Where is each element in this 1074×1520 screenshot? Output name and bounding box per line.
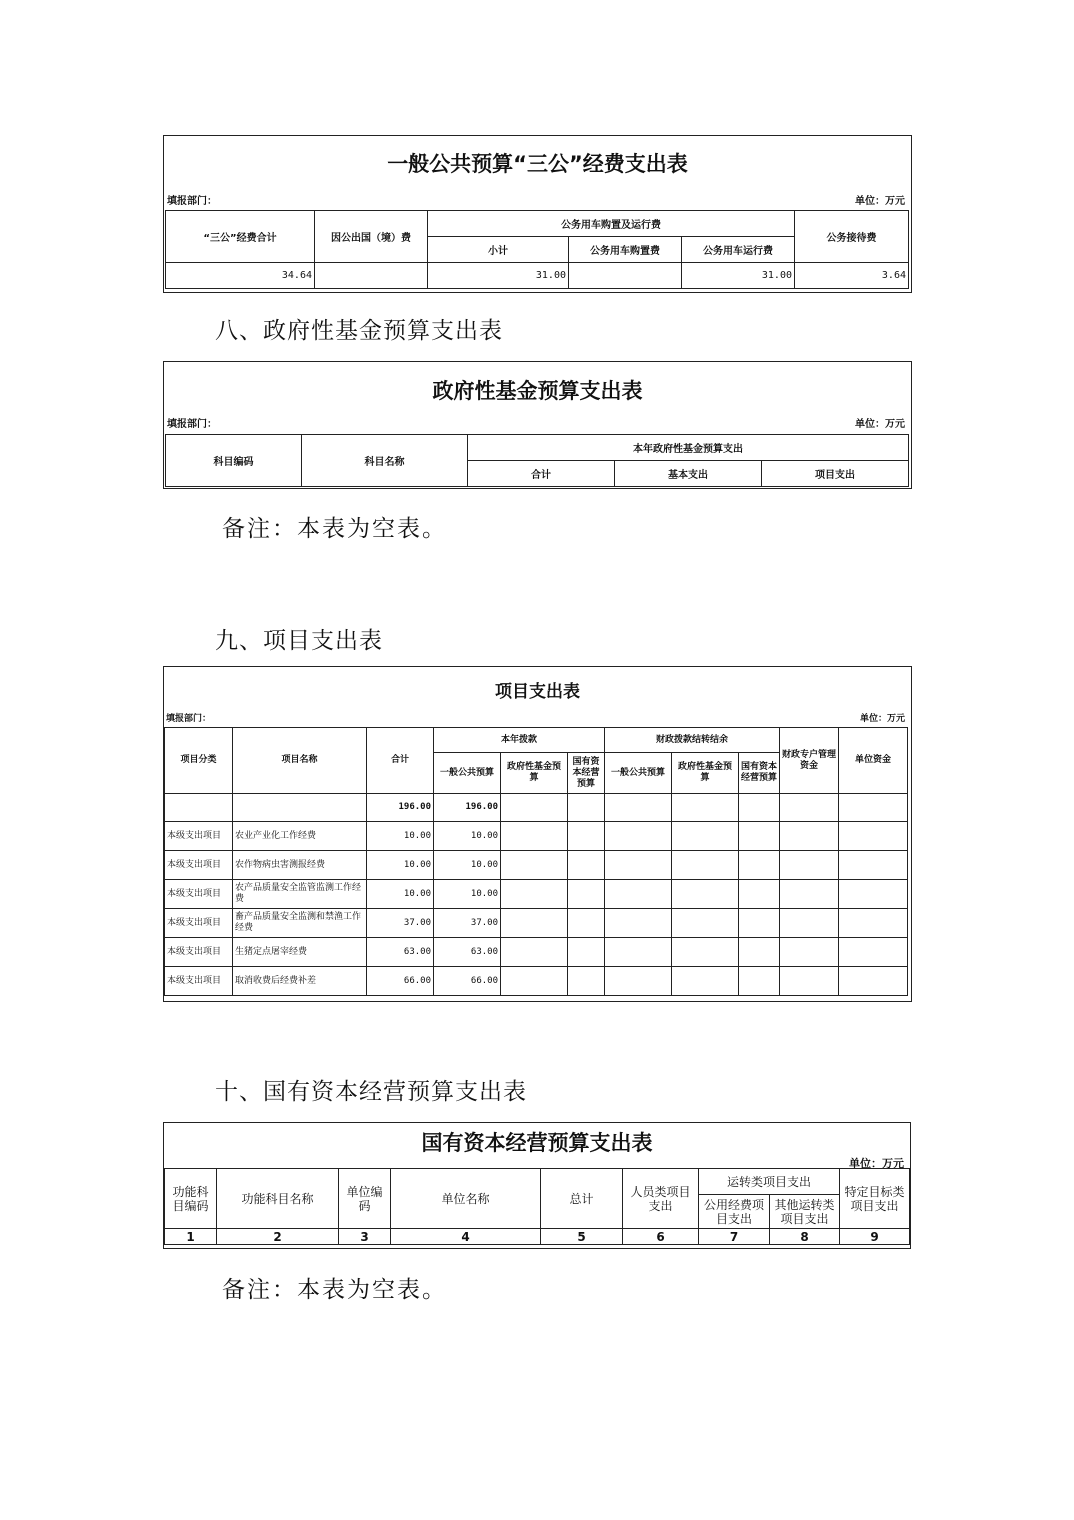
sangong-dept-label: 填报部门： <box>167 196 217 207</box>
header-subject-code: 科目编码 <box>166 435 302 487</box>
row-name: 取消收费后经费补差 <box>233 967 367 996</box>
header-general-budget: 一般公共预算 <box>434 753 501 794</box>
gov-fund-unit-label: 单位：万元 <box>855 419 905 430</box>
sangong-table <box>165 210 909 289</box>
header-carryover: 财政拨款结转结余 <box>605 728 780 753</box>
table-row <box>165 909 908 938</box>
row-category: 本级支出项目 <box>165 967 233 996</box>
state-capital-table <box>164 1168 910 1245</box>
row-category: 本级支出项目 <box>165 880 233 909</box>
row-name: 农业产业化工作经费 <box>233 822 367 851</box>
section-8-heading: 八、政府性基金预算支出表 <box>215 318 503 344</box>
table-row <box>165 967 908 996</box>
summary-total: 196.00 <box>367 794 434 822</box>
sangong-unit-label: 单位：万元 <box>855 196 905 207</box>
row-total: 63.00 <box>367 938 434 967</box>
row-category: 本级支出项目 <box>165 822 233 851</box>
value-purchase <box>569 263 682 289</box>
index-cell: 7 <box>699 1229 770 1245</box>
row-total: 37.00 <box>367 909 434 938</box>
project-table-title: 项目支出表 <box>495 682 580 702</box>
table-row-index <box>165 1229 910 1245</box>
header-project-total: 合计 <box>367 728 434 794</box>
row-category: 本级支出项目 <box>165 938 233 967</box>
state-capital-table-title: 国有资本经营预算支出表 <box>421 1131 653 1155</box>
header-abroad: 因公出国（境）费 <box>315 211 428 263</box>
row-category: 本级支出项目 <box>165 909 233 938</box>
state-capital-unit-label: 单位：万元 <box>849 1157 904 1170</box>
header-other-transfer: 其他运转类项目支出 <box>770 1195 840 1229</box>
row-total: 10.00 <box>367 851 434 880</box>
index-cell: 5 <box>541 1229 623 1245</box>
row-category: 本级支出项目 <box>165 851 233 880</box>
gov-fund-table-title: 政府性基金预算支出表 <box>432 379 643 403</box>
header-unit-name: 单位名称 <box>391 1169 541 1229</box>
summary-general: 196.00 <box>434 794 501 822</box>
row-total: 10.00 <box>367 880 434 909</box>
header-unit-funds: 单位资金 <box>839 728 908 794</box>
table-row <box>165 822 908 851</box>
row-general: 10.00 <box>434 880 501 909</box>
header-general-budget-2: 一般公共预算 <box>605 753 672 794</box>
index-cell: 6 <box>623 1229 699 1245</box>
table-row <box>165 938 908 967</box>
header-gov-fund-total: 合计 <box>468 461 615 487</box>
gov-fund-dept-label: 填报部门： <box>167 419 217 430</box>
header-subject-name: 科目名称 <box>302 435 468 487</box>
row-general: 10.00 <box>434 851 501 880</box>
row-total: 10.00 <box>367 822 434 851</box>
row-general: 10.00 <box>434 822 501 851</box>
header-gov-fund-budget: 政府性基金预算 <box>501 753 568 794</box>
section-10-heading: 十、国有资本经营预算支出表 <box>215 1079 527 1105</box>
value-abroad <box>315 263 428 289</box>
header-gov-fund-basic: 基本支出 <box>615 461 762 487</box>
gov-fund-table <box>165 434 909 487</box>
header-project-category: 项目分类 <box>165 728 233 794</box>
header-current-year-grant: 本年拨款 <box>434 728 605 753</box>
header-gov-fund-project: 项目支出 <box>762 461 909 487</box>
row-general: 63.00 <box>434 938 501 967</box>
row-name: 农作物病虫害测报经费 <box>233 851 367 880</box>
section-8-note: 备注：本表为空表。 <box>222 516 447 542</box>
header-function-name: 功能科目名称 <box>217 1169 339 1229</box>
table-row-summary <box>165 794 908 822</box>
project-table <box>164 727 908 996</box>
header-state-capital-budget: 国有资本经营预算 <box>568 753 605 794</box>
header-function-code: 功能科目编码 <box>165 1169 217 1229</box>
table-row <box>165 851 908 880</box>
row-general: 66.00 <box>434 967 501 996</box>
value-sangong-total: 34.64 <box>166 263 315 289</box>
header-project-name: 项目名称 <box>233 728 367 794</box>
header-public-expense: 公用经费项目支出 <box>699 1195 770 1229</box>
header-vehicle-group: 公务用车购置及运行费 <box>428 211 795 237</box>
index-cell: 9 <box>840 1229 910 1245</box>
row-name: 畜产品质量安全监测和禁渔工作经费 <box>233 909 367 938</box>
header-operation: 公务用车运行费 <box>682 237 795 263</box>
header-purchase: 公务用车购置费 <box>569 237 682 263</box>
header-reception: 公务接待费 <box>795 211 909 263</box>
header-personnel: 人员类项目支出 <box>623 1169 699 1229</box>
value-subtotal: 31.00 <box>428 263 569 289</box>
index-cell: 3 <box>339 1229 391 1245</box>
header-gov-fund-budget-2: 政府性基金预算 <box>672 753 739 794</box>
index-cell: 2 <box>217 1229 339 1245</box>
header-specific-target: 特定目标类项目支出 <box>840 1169 910 1229</box>
row-name: 农产品质量安全监管监测工作经费 <box>233 880 367 909</box>
header-unit-code: 单位编码 <box>339 1169 391 1229</box>
value-reception: 3.64 <box>795 263 909 289</box>
header-transfer-group: 运转类项目支出 <box>699 1169 840 1195</box>
sangong-table-title: 一般公共预算“三公”经费支出表 <box>387 152 688 176</box>
index-cell: 4 <box>391 1229 541 1245</box>
project-dept-label: 填报部门： <box>166 714 212 724</box>
section-10-note: 备注：本表为空表。 <box>222 1277 447 1303</box>
table-row <box>165 880 908 909</box>
header-special-account: 财政专户管理资金 <box>780 728 839 794</box>
header-sangong-total: “三公”经费合计 <box>166 211 315 263</box>
header-subtotal: 小计 <box>428 237 569 263</box>
row-name: 生猪定点屠宰经费 <box>233 938 367 967</box>
header-grand-total: 总计 <box>541 1169 623 1229</box>
project-unit-label: 单位：万元 <box>859 714 905 724</box>
row-general: 37.00 <box>434 909 501 938</box>
header-gov-fund-group: 本年政府性基金预算支出 <box>468 435 909 461</box>
index-cell: 8 <box>770 1229 840 1245</box>
index-cell: 1 <box>165 1229 217 1245</box>
header-state-capital-budget-2: 国有资本经营预算 <box>739 753 780 794</box>
value-operation: 31.00 <box>682 263 795 289</box>
row-total: 66.00 <box>367 967 434 996</box>
section-9-heading: 九、项目支出表 <box>215 628 383 654</box>
